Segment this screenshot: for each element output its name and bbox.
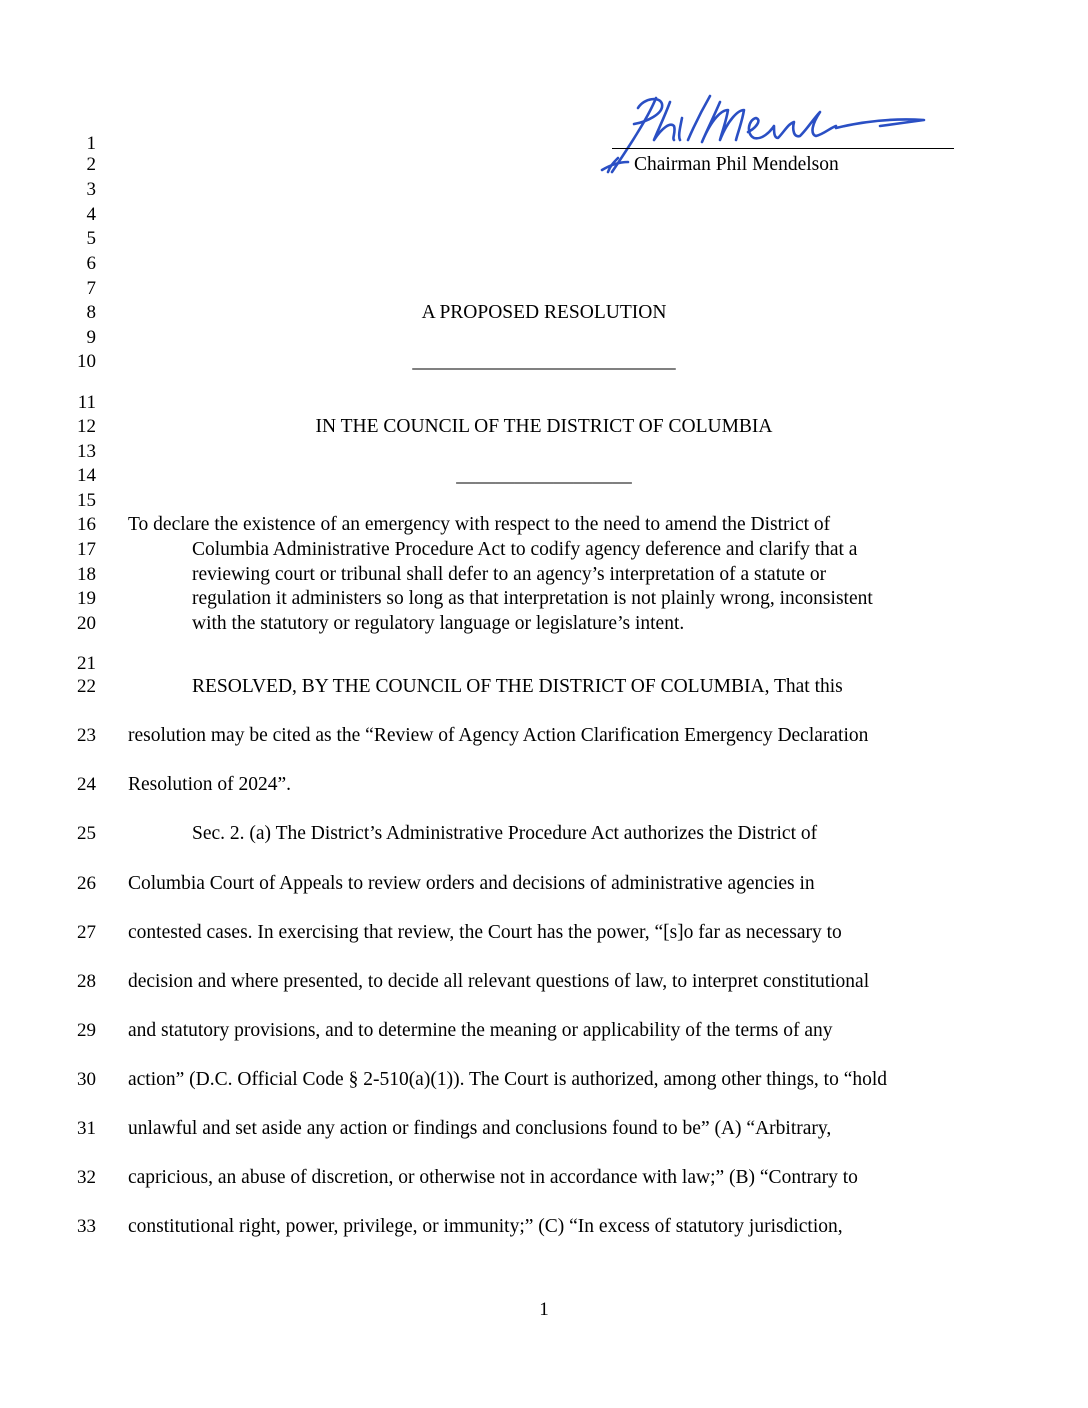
line-number: 13 [77,441,96,462]
body-line: Sec. 2. (a) The District’s Administrative Procedure Act authorizes the District of [192,823,818,844]
line-number: 15 [77,490,96,511]
line-number: 4 [86,204,96,225]
body-line: constitutional right, power, privilege, or immunity;” (C) “In excess of statutory jurisdiction, [128,1216,843,1237]
line-number: 31 [77,1118,96,1139]
line-number: 23 [77,725,96,746]
purpose-line: reviewing court or tribunal shall defer to an agency’s interpretation of a statute or [192,564,827,585]
body-line: and statutory provisions, and to determine the meaning or applicability of the terms of any [128,1020,833,1041]
title-rule: ___________________________ [412,351,676,372]
line-number: 28 [77,971,96,992]
line-number: 24 [77,774,96,795]
council-rule: __________________ [456,465,632,486]
body-line: contested cases. In exercising that review, the Court has the power, “[s]o far as necessary to [128,922,842,943]
signature-line [612,148,954,149]
body-line: RESOLVED, BY THE COUNCIL OF THE DISTRICT OF COLUMBIA, That this [192,676,843,697]
body-line: capricious, an abuse of discretion, or otherwise not in accordance with law;” (B) “Contrary to [128,1167,858,1188]
body-line: decision and where presented, to decide all relevant questions of law, to interpret constitutional [128,971,870,992]
line-number: 8 [86,302,96,323]
line-number: 6 [86,253,96,274]
line-number: 12 [77,416,96,437]
line-number: 2 [86,154,96,175]
line-number: 33 [77,1216,96,1237]
body-line: unlawful and set aside any action or findings and conclusions found to be” (A) “Arbitrary, [128,1118,832,1139]
line-number: 9 [86,327,96,348]
line-number: 19 [77,588,96,609]
line-number: 18 [77,564,96,585]
body-line: Resolution of 2024”. [128,774,292,795]
line-number: 22 [77,676,96,697]
line-number: 7 [86,278,96,299]
body-line: action” (D.C. Official Code § 2-510(a)(1)). The Court is authorized, among other things, to “hold [128,1069,888,1090]
line-number: 5 [86,228,96,249]
purpose-line: To declare the existence of an emergency with respect to the need to amend the District of [128,514,831,535]
line-number: 29 [77,1020,96,1041]
line-number: 30 [77,1069,96,1090]
purpose-line: Columbia Administrative Procedure Act to codify agency deference and clarify that a [192,539,858,560]
council-heading: IN THE COUNCIL OF THE DISTRICT OF COLUMBIA [315,416,773,437]
line-number: 11 [77,392,96,413]
line-number: 17 [77,539,96,560]
signer-caption: Chairman Phil Mendelson [634,154,839,175]
resolution-title: A PROPOSED RESOLUTION [421,302,667,323]
line-number: 26 [77,873,96,894]
line-number: 10 [77,351,96,372]
line-number: 14 [77,465,96,486]
body-line: resolution may be cited as the “Review of Agency Action Clarification Emergency Declaration [128,725,869,746]
line-number: 20 [77,613,96,634]
line-number: 32 [77,1167,96,1188]
line-number: 16 [77,514,96,535]
page-number: 1 [539,1299,549,1320]
line-number: 3 [86,179,96,200]
line-number: 25 [77,823,96,844]
purpose-line: with the statutory or regulatory language or legislature’s intent. [192,613,685,634]
line-number: 1 [86,133,96,154]
purpose-line: regulation it administers so long as that interpretation is not plainly wrong, inconsistent [192,588,873,609]
line-number: 21 [77,653,96,674]
body-line: Columbia Court of Appeals to review orders and decisions of administrative agencies in [128,873,815,894]
line-number: 27 [77,922,96,943]
